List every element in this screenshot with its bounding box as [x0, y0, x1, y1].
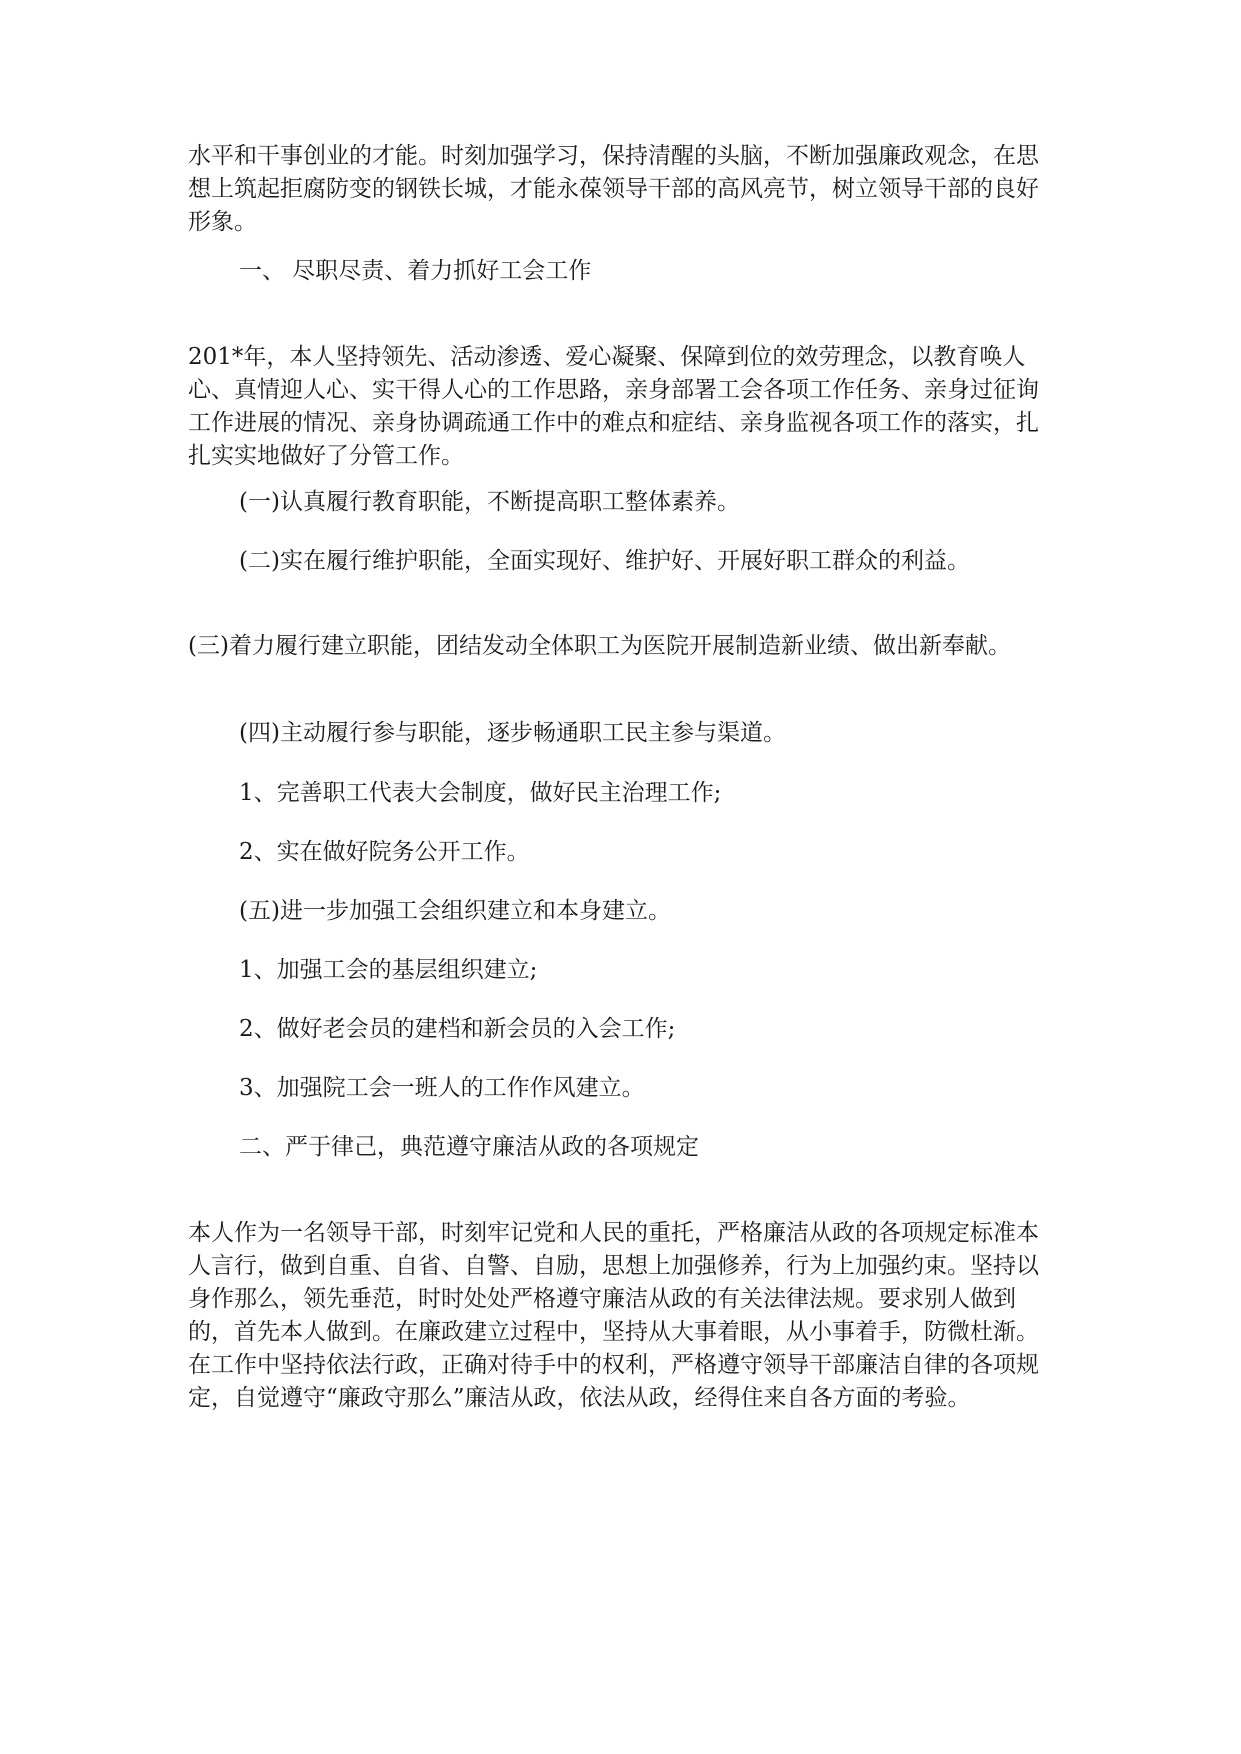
heading-section-1: 一、 尽职尽责、着力抓好工会工作	[239, 258, 592, 284]
item-construction: (三)着力履行建立职能，团结发动全体职工为医院开展制造新业绩、做出新奉献。	[188, 633, 1011, 659]
item-organization: (五)进一步加强工会组织建立和本身建立。	[239, 898, 671, 924]
item-1-congress: 1、完善职工代表大会制度，做好民主治理工作;	[239, 780, 722, 806]
item-1-grassroots: 1、加强工会的基层组织建立;	[239, 957, 538, 983]
item-2-openness: 2、实在做好院务公开工作。	[239, 839, 530, 865]
item-education: (一)认真履行教育职能，不断提高职工整体素养。	[239, 489, 740, 515]
item-2-members: 2、做好老会员的建档和新会员的入会工作;	[239, 1016, 676, 1042]
heading-section-2: 二、严于律己，典范遵守廉洁从政的各项规定	[239, 1134, 699, 1160]
item-protection: (二)实在履行维护职能，全面实现好、维护好、开展好职工群众的利益。	[239, 548, 970, 574]
paragraph-201-year: 201*年，本人坚持领先、活动渗透、爱心凝聚、保障到位的效劳理念，以教育唤人心、真情迎人心、实干得人心的工作思路，亲身部署工会各项工作任务、亲身过征询工作进展的情况、亲身协调疏通工作中的难点和症结、亲身监视各项工作的落实，扎扎实实地做好了分管工作。	[188, 344, 1039, 469]
item-3-style: 3、加强院工会一班人的工作作风建立。	[239, 1075, 645, 1101]
paragraph-integrity: 本人作为一名领导干部，时刻牢记党和人民的重托，严格廉洁从政的各项规定标准本人言行，做到自重、自省、自警、自励，思想上加强修养，行为上加强约束。坚持以身作那么，领先垂范，时时处处严格遵守廉洁从政的有关法律法规。要求别人做到的，首先本人做到。在廉政建立过程中，坚持从大事着眼，从小事着手，防微杜渐。在工作中坚持依法行政，正确对待手中的权利，严格遵守领导干部廉洁自律的各项规定，自觉遵守“廉政守那么”廉洁从政，依法从政，经得住来自各方面的考验。	[188, 1220, 1039, 1411]
item-participation: (四)主动履行参与职能，逐步畅通职工民主参与渠道。	[239, 720, 786, 746]
paragraph-intro: 水平和干事创业的才能。时刻加强学习，保持清醒的头脑，不断加强廉政观念，在思想上筑起拒腐防变的钢铁长城，才能永葆领导干部的高风亮节，树立领导干部的良好形象。	[188, 143, 1039, 235]
